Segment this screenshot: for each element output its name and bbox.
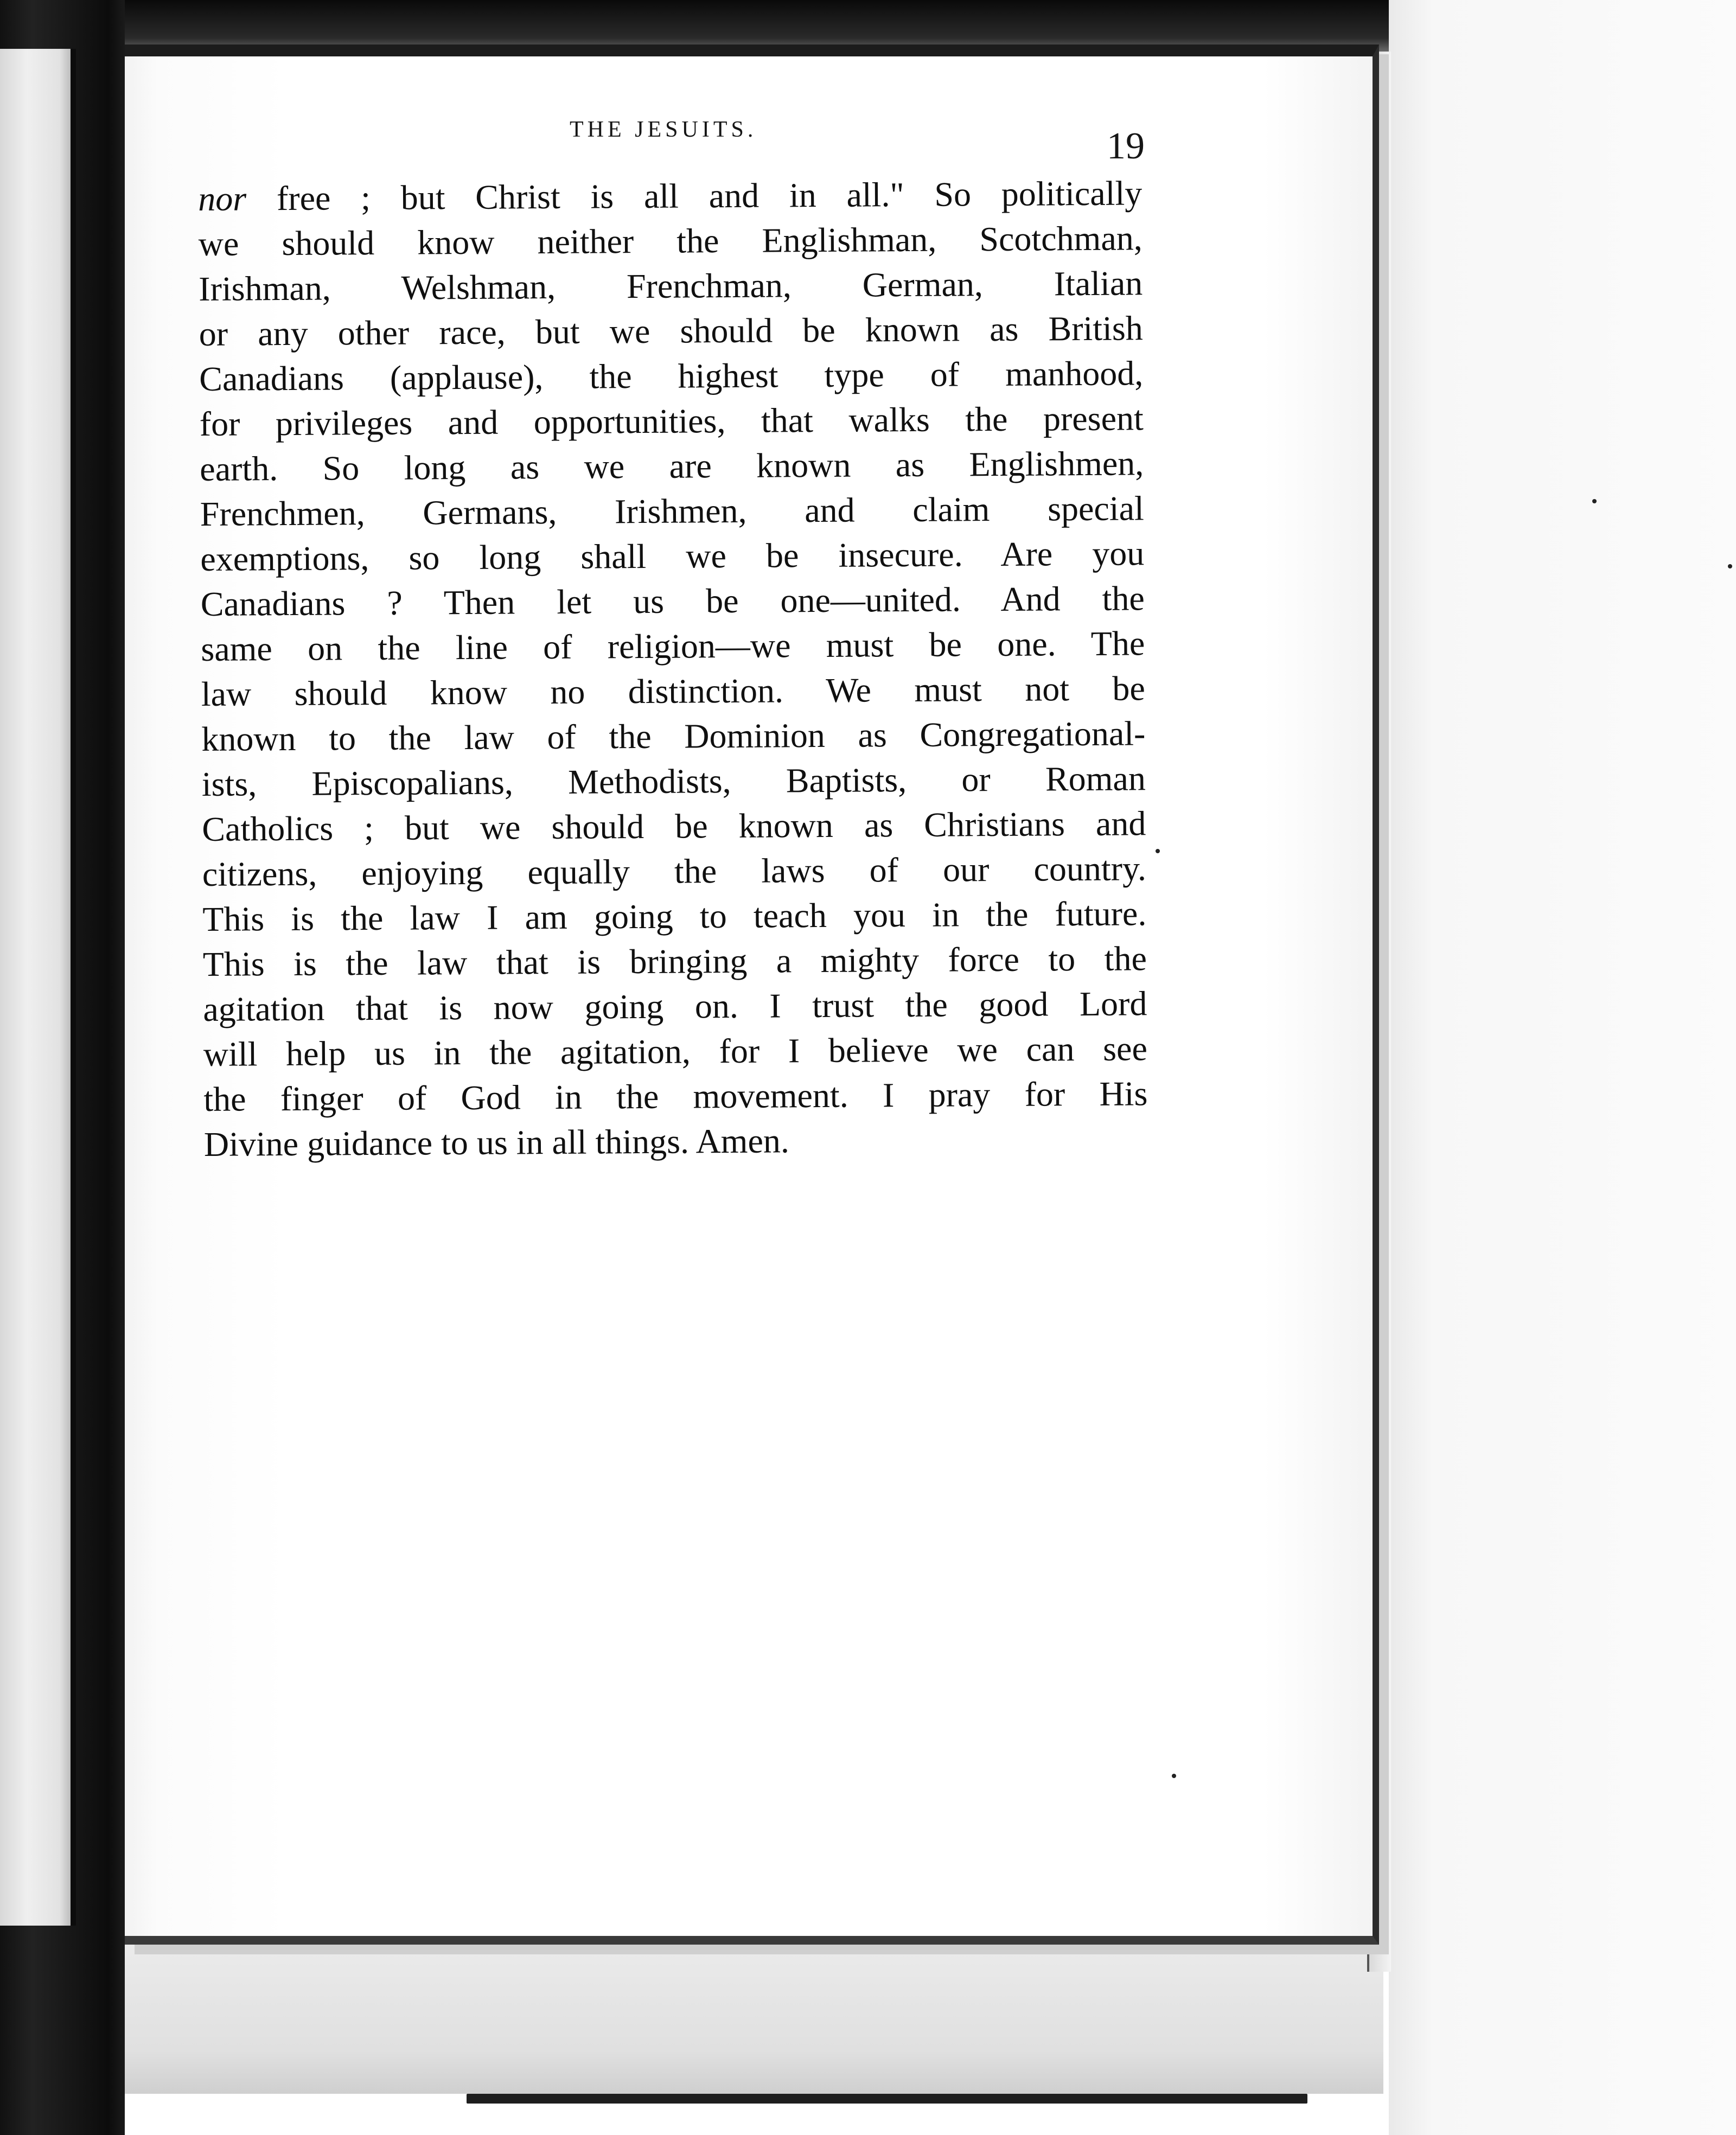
line-text: Canadians (applause), the highest type of manhood, <box>199 354 1144 398</box>
text-line <box>202 846 1146 897</box>
text-line <box>201 711 1145 762</box>
running-head: THE JESUITS. <box>570 117 757 142</box>
line-text: Canadians ? Then let us be one—united. And the <box>200 579 1145 623</box>
scan-background-right <box>1389 0 1736 2135</box>
line-text: agitation that is now going on. I trust the good Lord <box>203 984 1147 1028</box>
line-text: Catholics ; but we should be known as Christians and <box>202 804 1146 848</box>
line-text: This is the law I am going to teach you in the future. <box>202 894 1147 938</box>
text-line <box>199 350 1143 401</box>
text-line <box>199 215 1143 266</box>
scan-background-bottom <box>119 1931 1383 2094</box>
line-text: for privileges and opportunities, that walks the present <box>199 399 1144 443</box>
scan-border-bottom <box>467 2094 1307 2104</box>
text-line <box>202 756 1146 807</box>
line-text: This is the law that is bringing a mighty force to the <box>202 939 1147 983</box>
text-line <box>202 801 1146 852</box>
line-text: ists, Episcopalians, Methodists, Baptists, or Roman <box>201 759 1146 803</box>
line-text: exemptions, so long shall we be insecure. Are you <box>200 534 1145 578</box>
text-line <box>201 576 1145 627</box>
line-text: Irishman, Welshman, Frenchman, German, Italian <box>199 264 1143 308</box>
scan-speck <box>1728 564 1732 568</box>
line-text: earth. So long as we are known as Englishmen, <box>200 444 1144 488</box>
line-text: we should know neither the Englishman, Scotchman, <box>198 219 1143 263</box>
scan-speck <box>1592 499 1597 503</box>
text-line <box>203 1071 1147 1122</box>
text-line <box>200 485 1144 536</box>
line-text: same on the line of religion—we must be one. The <box>201 624 1145 668</box>
text-line <box>200 440 1144 491</box>
line-text: will help us in the agitation, for I believe we can see <box>203 1029 1148 1073</box>
line-text: or any other race, but we should be known as British <box>199 309 1143 353</box>
line-text: Divine guidance to us in all things. Amen. <box>203 1121 790 1164</box>
text-line <box>200 395 1144 446</box>
text-line <box>203 981 1147 1032</box>
facing-page-edge <box>0 49 76 1926</box>
line-text: law should know no distinction. We must not be <box>201 669 1146 713</box>
page-number: 19 <box>1107 125 1145 167</box>
text-line <box>200 530 1144 581</box>
text-line <box>201 666 1145 717</box>
body-text <box>198 170 1148 1167</box>
scan-speck <box>1172 1774 1176 1778</box>
text-line <box>199 305 1143 356</box>
line-text: free ; but Christ is all and in all." So politically <box>246 174 1143 218</box>
line-text: the finger of God in the movement. I pray for His <box>203 1074 1148 1118</box>
text-line <box>203 1026 1147 1077</box>
scan-border-top <box>0 0 1389 52</box>
scan-speck <box>1156 849 1160 853</box>
line-text: known to the law of the Dominion as Congregational- <box>201 714 1146 758</box>
line-text: citizens, enjoying equally the laws of our country. <box>202 849 1147 893</box>
text-line <box>198 170 1142 221</box>
text-line <box>199 260 1143 311</box>
text-line <box>203 936 1147 987</box>
italic-word: nor <box>198 179 247 218</box>
text-line <box>204 1116 1148 1167</box>
text-line <box>202 891 1146 942</box>
line-text: Frenchmen, Germans, Irishmen, and claim special <box>200 489 1144 533</box>
text-line <box>201 621 1145 672</box>
